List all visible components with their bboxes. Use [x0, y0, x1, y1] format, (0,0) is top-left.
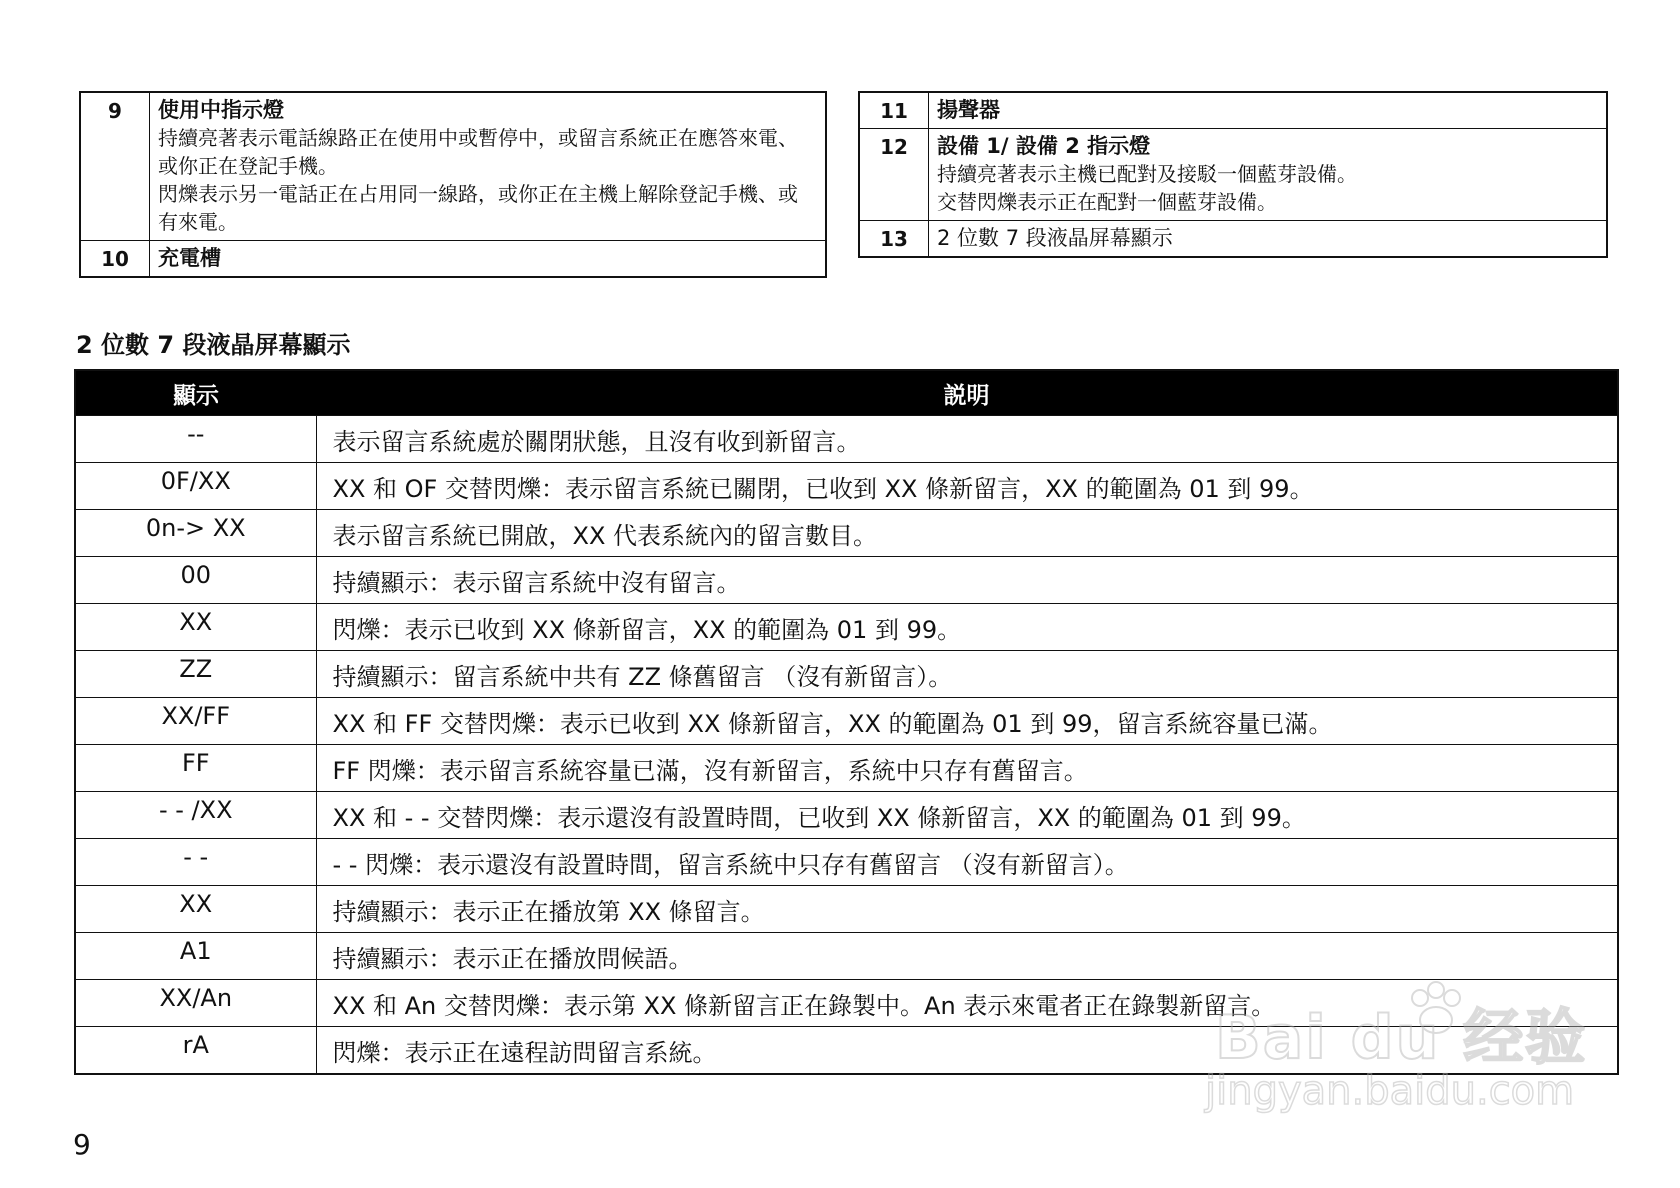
table-row	[75, 416, 1618, 463]
table-row	[75, 933, 1618, 980]
table-row	[75, 886, 1618, 933]
display-code-cell: A1	[75, 933, 316, 980]
display-code-cell: rA	[75, 1027, 316, 1075]
legend-number: 12	[859, 129, 929, 221]
description-cell: 持續顯示：表示留言系統中沒有留言。	[316, 557, 1618, 604]
legend-description: 持續亮著表示電話線路正在使用中或暫停中，或留言系統正在應答來電、或你正在登記手機。	[158, 126, 798, 178]
legend-number: 11	[859, 92, 929, 129]
display-code-cell: XX	[75, 604, 316, 651]
page-number: 9	[73, 1128, 91, 1161]
legend-title: 設備 1/ 設備 2 指示燈	[937, 134, 1151, 158]
legend-row	[859, 221, 1607, 258]
description-cell: XX 和 OF 交替閃爍：表示留言系統已關閉，已收到 XX 條新留言，XX 的範圍為 01 到 99。	[316, 463, 1618, 510]
legend-row	[80, 92, 826, 241]
legend-description: 持續亮著表示主機已配對及接駁一個藍芽設備。	[937, 162, 1357, 186]
display-code-cell: 00	[75, 557, 316, 604]
legend-table-left	[79, 91, 827, 278]
display-code-cell: 0F/XX	[75, 463, 316, 510]
legend-content	[929, 221, 1608, 258]
description-cell: 閃爍：表示正在遠程訪問留言系統。	[316, 1027, 1618, 1075]
description-cell: 持續顯示：表示正在播放問候語。	[316, 933, 1618, 980]
legend-content	[929, 92, 1608, 129]
column-header-display: 顯示	[75, 370, 316, 416]
legend-title: 使用中指示燈	[158, 98, 284, 122]
table-row	[75, 698, 1618, 745]
table-header-row	[75, 370, 1618, 416]
legend-row	[859, 129, 1607, 221]
paw-icon	[1400, 978, 1470, 1048]
table-row	[75, 745, 1618, 792]
display-code-cell: ZZ	[75, 651, 316, 698]
table-body	[75, 416, 1618, 1075]
table-row	[75, 557, 1618, 604]
display-code-cell: - -	[75, 839, 316, 886]
table-row	[75, 604, 1618, 651]
table-row	[75, 510, 1618, 557]
display-code-cell: XX	[75, 886, 316, 933]
watermark-logo: Bai du 经验	[1215, 1003, 1588, 1073]
lcd-display-table	[74, 369, 1619, 1075]
legend-content	[150, 92, 827, 241]
description-cell: XX 和 FF 交替閃爍：表示已收到 XX 條新留言，XX 的範圍為 01 到 99，留言系統容量已滿。	[316, 698, 1618, 745]
legend-content	[929, 129, 1608, 221]
display-code-cell: FF	[75, 745, 316, 792]
display-code-cell: --	[75, 416, 316, 463]
legend-description: 閃爍表示另一電話正在占用同一線路，或你正在主機上解除登記手機、或有來電。	[158, 182, 798, 234]
display-code-cell: XX/An	[75, 980, 316, 1027]
description-cell: 表示留言系統已開啟，XX 代表系統內的留言數目。	[316, 510, 1618, 557]
legend-title: 充電槽	[158, 246, 221, 270]
display-code-cell: XX/FF	[75, 698, 316, 745]
table-row	[75, 792, 1618, 839]
display-code-cell: - - /XX	[75, 792, 316, 839]
watermark-url: jingyan.baidu.com	[1205, 1068, 1575, 1114]
display-code-cell: 0n-> XX	[75, 510, 316, 557]
legend-table-right	[858, 91, 1608, 258]
legend-number: 9	[80, 92, 150, 241]
legend-row	[80, 241, 826, 278]
legend-row	[859, 92, 1607, 129]
legend-description: 交替閃爍表示正在配對一個藍芽設備。	[937, 190, 1277, 214]
legend-title: 揚聲器	[937, 98, 1000, 122]
description-cell: 表示留言系統處於關閉狀態，且沒有收到新留言。	[316, 416, 1618, 463]
description-cell: FF 閃爍：表示留言系統容量已滿，沒有新留言，系統中只存有舊留言。	[316, 745, 1618, 792]
description-cell: XX 和 - - 交替閃爍：表示還沒有設置時間，已收到 XX 條新留言，XX 的範圍為 01 到 99。	[316, 792, 1618, 839]
description-cell: 持續顯示：留言系統中共有 ZZ 條舊留言 （沒有新留言）。	[316, 651, 1618, 698]
section-heading: 2 位數 7 段液晶屏幕顯示	[76, 331, 351, 359]
column-header-description: 説明	[316, 370, 1618, 416]
table-row	[75, 839, 1618, 886]
description-cell: - - 閃爍：表示還沒有設置時間，留言系統中只存有舊留言 （沒有新留言）。	[316, 839, 1618, 886]
description-cell: 閃爍：表示已收到 XX 條新留言，XX 的範圍為 01 到 99。	[316, 604, 1618, 651]
table-row	[75, 651, 1618, 698]
legend-number: 10	[80, 241, 150, 278]
legend-number: 13	[859, 221, 929, 258]
legend-title: 2 位數 7 段液晶屏幕顯示	[937, 226, 1173, 250]
description-cell: 持續顯示：表示正在播放第 XX 條留言。	[316, 886, 1618, 933]
legend-content	[150, 241, 827, 278]
table-row	[75, 463, 1618, 510]
baidu-watermark	[1205, 990, 1605, 1130]
description-cell: XX 和 An 交替閃爍：表示第 XX 條新留言正在錄製中。An 表示來電者正在錄製新留言。	[316, 980, 1618, 1027]
